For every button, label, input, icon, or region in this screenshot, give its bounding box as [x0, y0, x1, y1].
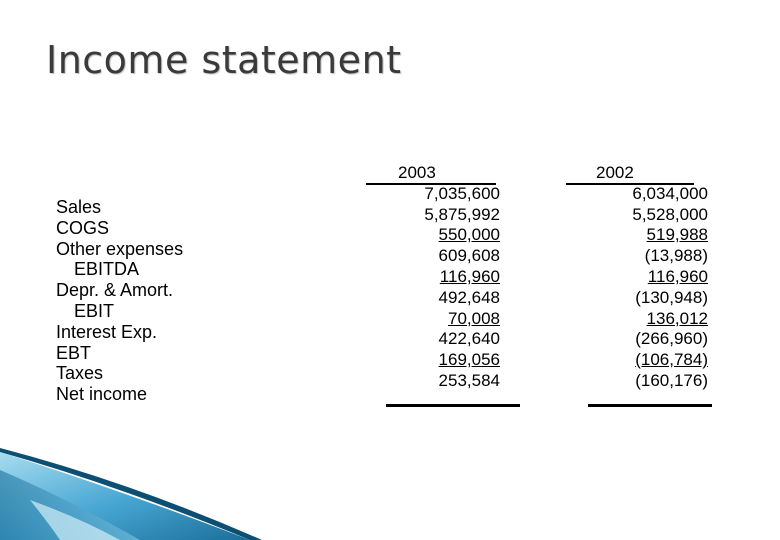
line-item-labels — [56, 197, 183, 405]
label-sales: Sales — [56, 197, 102, 217]
value-other-expenses-2002: 519,988 — [646, 225, 708, 245]
value-ebit-2003: 492,648 — [438, 287, 500, 307]
page-title: Income statement — [46, 38, 402, 82]
value-ebt-2002: (266,960) — [635, 329, 708, 349]
decorative-swoosh — [0, 430, 780, 540]
value-depr-amort-2003: 116,960 — [439, 266, 500, 286]
column-2002 — [590, 163, 708, 392]
label-ebitda: EBITDA — [74, 259, 140, 280]
label-depr-amort: Depr. & Amort. — [56, 280, 174, 301]
column-header-2002: 2002 — [596, 163, 634, 182]
value-taxes-2002: (106,784) — [635, 350, 708, 370]
value-ebitda-2002: (13,988) — [644, 246, 708, 266]
label-cogs: COGS — [56, 217, 110, 238]
value-interest-exp-2002: 136,012 — [646, 308, 708, 328]
label-other-expenses: Other expenses — [56, 238, 184, 259]
value-ebit-2002: (130,948) — [635, 287, 708, 307]
value-other-expenses-2003: 550,000 — [438, 225, 500, 245]
value-sales-2002: 6,034,000 — [632, 183, 708, 203]
value-net-income-2002: (160,176) — [635, 370, 708, 390]
value-sales-2003: 7,035,600 — [424, 183, 500, 203]
value-interest-exp-2003: 70,008 — [448, 308, 500, 328]
value-cogs-2002: 5,528,000 — [632, 204, 708, 224]
value-net-income-2003: 253,584 — [438, 370, 500, 390]
value-ebt-2003: 422,640 — [438, 329, 500, 349]
total-rule-2002 — [588, 404, 712, 407]
label-net-income: Net income — [56, 384, 148, 405]
column-header-2003: 2003 — [398, 163, 436, 182]
label-taxes: Taxes — [56, 363, 104, 384]
total-rule-2003 — [386, 404, 520, 407]
value-ebitda-2003: 609,608 — [438, 246, 500, 266]
label-ebit: EBIT — [74, 300, 115, 321]
column-2003 — [388, 163, 500, 392]
label-interest-exp: Interest Exp. — [56, 321, 158, 342]
label-ebt: EBT — [56, 342, 92, 363]
value-taxes-2003: 169,056 — [438, 350, 500, 370]
value-depr-amort-2002: 116,960 — [647, 266, 708, 286]
value-cogs-2003: 5,875,992 — [424, 204, 500, 224]
